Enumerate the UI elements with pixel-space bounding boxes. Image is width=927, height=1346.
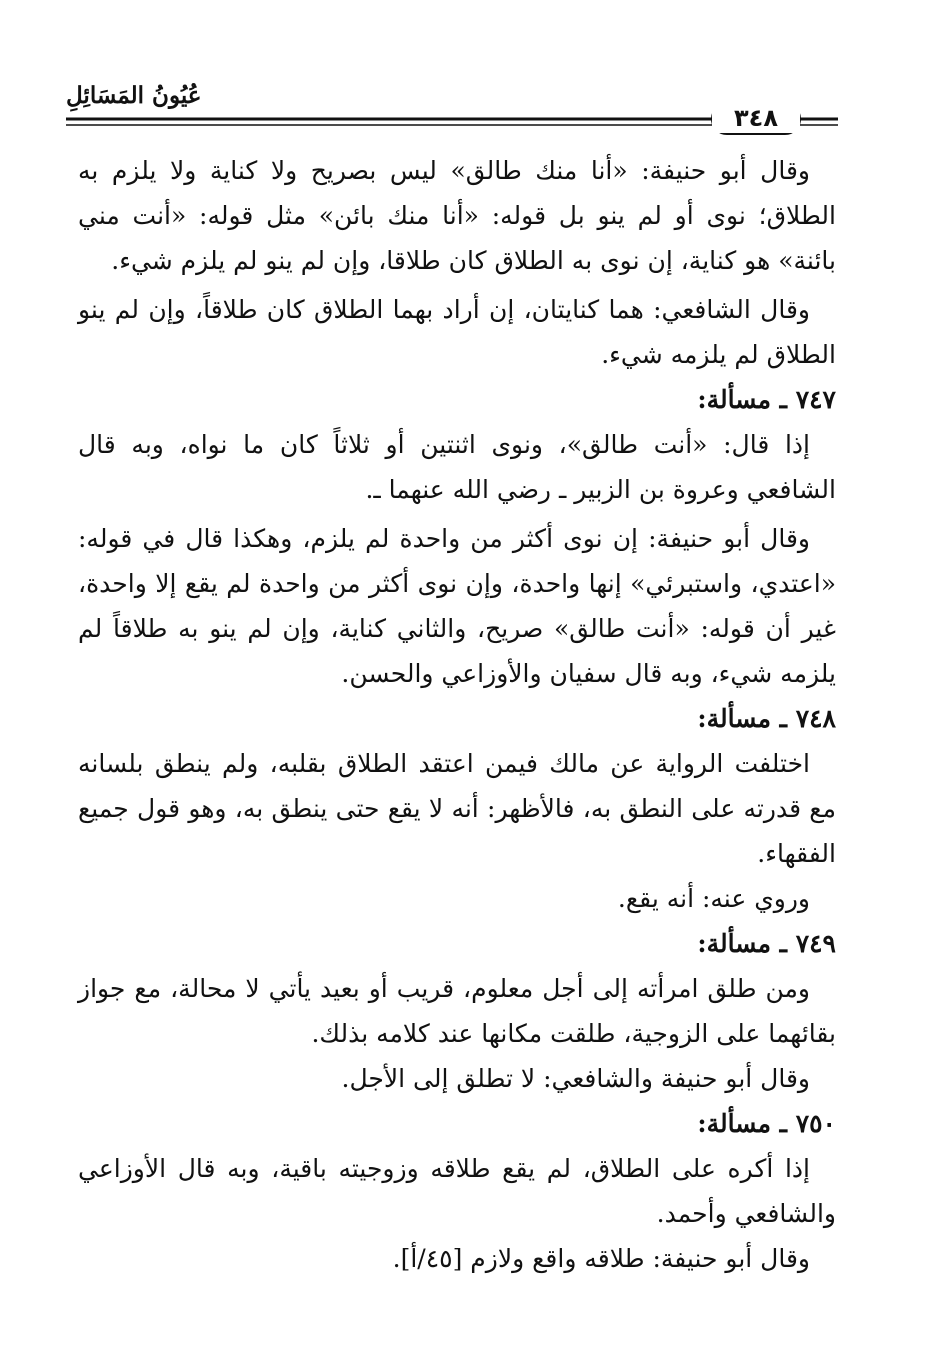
page-number: ٣٤٨ bbox=[712, 103, 800, 133]
page-body bbox=[78, 148, 836, 1281]
paragraph: وقال أبو حنيفة: طلاقه واقع ولازم [٤٥/أ]. bbox=[392, 1244, 810, 1273]
issue-heading: ٧٥٠ ـ مسألة: bbox=[697, 1109, 836, 1138]
paragraph: وقال أبو حنيفة والشافعي: لا تطلق إلى الأجل. bbox=[341, 1064, 810, 1093]
page-header bbox=[0, 0, 927, 140]
paragraph: وقال أبو حنيفة: إن نوى أكثر من واحدة لم يلزم، وهكذا قال في قوله: «اعتدي، واستبرئي» إنها واحدة، وإن نوى أكثر من واحدة لم يقع إلا واحدة، غير أن قوله: «أنت طالق» صريح، والثاني كناية، وإن لم ينو به طلاقاً لم يلزمه شيء، وبه قال سفيان والأوزاعي والحسن. bbox=[78, 524, 836, 688]
paragraph: وقال الشافعي: هما كنايتان، إن أراد بهما الطلاق كان طلاقاً، وإن لم ينو الطلاق لم يلزمه شيء. bbox=[78, 295, 836, 369]
book-title: عُيُونُ المَسَائِلِ bbox=[66, 82, 202, 109]
issue-heading: ٧٤٩ ـ مسألة: bbox=[697, 929, 836, 958]
paragraph: ومن طلق امرأته إلى أجل معلوم، قريب أو بعيد يأتي لا محالة، مع جواز بقائهما على الزوجية، طلقت مكانها عند كلامه بذلك. bbox=[78, 974, 836, 1048]
paragraph: وروي عنه: أنه يقع. bbox=[617, 884, 810, 913]
paragraph: إذا أكره على الطلاق، لم يقع طلاقه وزوجيته باقية، وبه قال الأوزاعي والشافعي وأحمد. bbox=[78, 1154, 836, 1228]
paragraph: اختلفت الرواية عن مالك فيمن اعتقد الطلاق بقلبه، ولم ينطق بلسانه مع قدرته على النطق به، فالأظهر: أنه لا يقع حتى ينطق به، وهو قول جميع الفقهاء. bbox=[78, 749, 836, 868]
paragraph: إذا قال: «أنت طالق»، ونوى اثنتين أو ثلاثاً كان ما نواه، وبه قال الشافعي وعروة بن الزبير ـ رضي الله عنهما ـ. bbox=[78, 430, 836, 504]
issue-heading: ٧٤٧ ـ مسألة: bbox=[697, 385, 836, 414]
issue-heading: ٧٤٨ ـ مسألة: bbox=[697, 704, 836, 733]
paragraph: وقال أبو حنيفة: «أنا منك طالق» ليس بصريح ولا كناية ولا يلزم به الطلاق؛ نوى أو لم ينو بل قوله: «أنا منك بائن» مثل قوله: «أنت مني بائنة» هو كناية، إن نوى به الطلاق كان طلاقا، وإن لم ينو لم يلزم شيء. bbox=[78, 156, 836, 275]
